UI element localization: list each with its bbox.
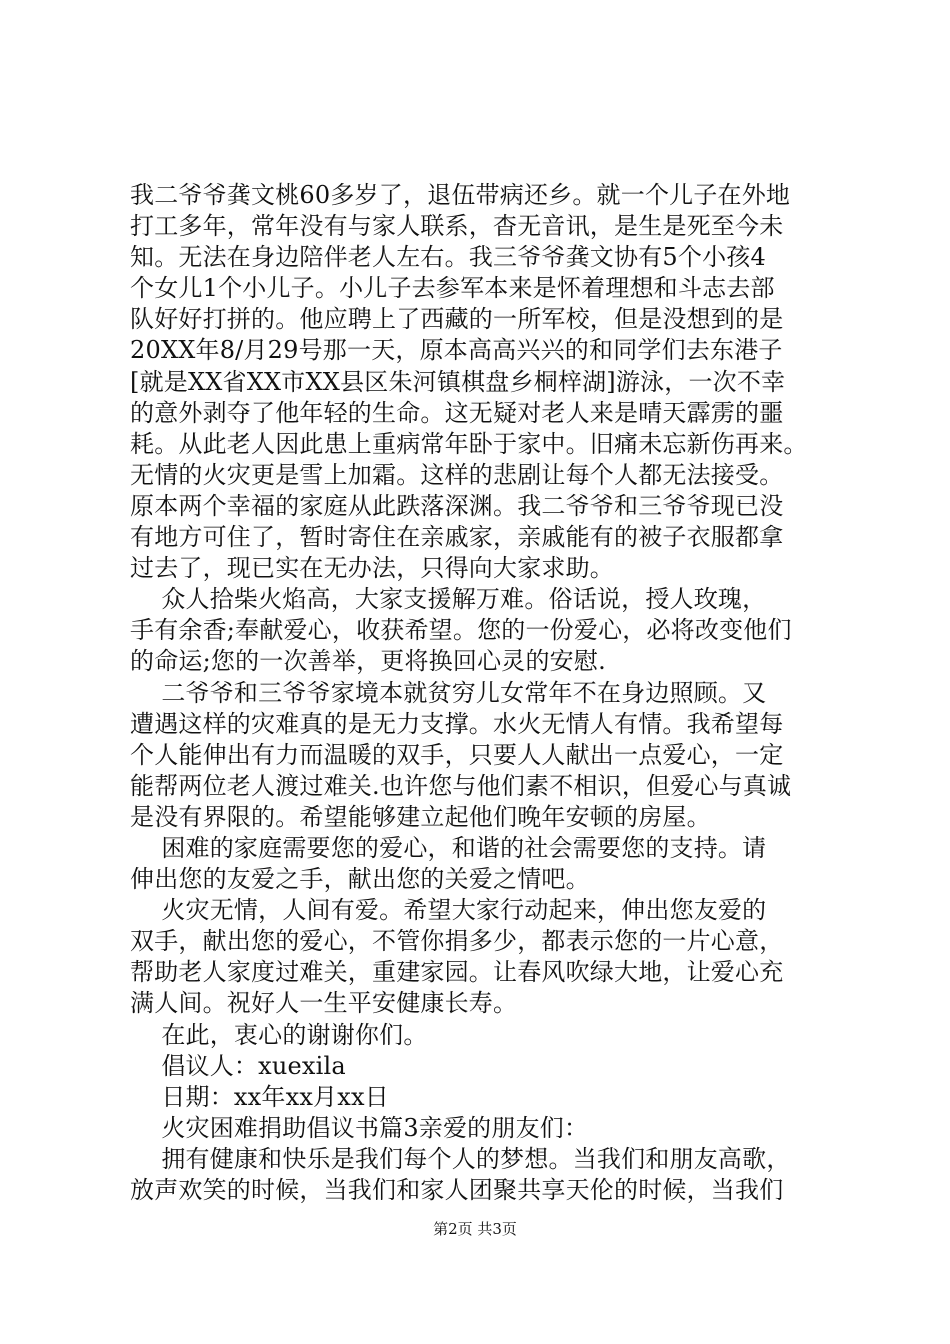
text-line: [就是XX省XX市XX县区朱河镇棋盘乡桐梓湖]游泳，一次不幸 xyxy=(130,367,786,396)
text-line: 原本两个幸福的家庭从此跌落深渊。我二爷爷和三爷爷现已没 xyxy=(130,491,784,520)
text-line: 知。无法在身边陪伴老人左右。我三爷爷龚文协有5个小孩4 xyxy=(130,243,766,272)
text-line: 的意外剥夺了他年轻的生命。这无疑对老人来是晴天霹雳的噩 xyxy=(130,398,784,427)
text-line: 打工多年，常年没有与家人联系，杳无音讯，是生是死至今未 xyxy=(130,212,784,241)
text-line: 手有余香;奉献爱心，收获希望。您的一份爱心，必将改变他们 xyxy=(130,616,792,645)
text-line: 火灾无情，人间有爱。希望大家行动起来，伸出您友爱的 xyxy=(130,896,767,925)
text-line: 无情的火灾更是雪上加霜。这样的悲剧让每个人都无法接受。 xyxy=(130,460,784,489)
text-line: 遭遇这样的灾难真的是无力支撑。水火无情人有情。我希望每 xyxy=(130,709,784,738)
text-line: 倡议人：xuexila xyxy=(130,1051,346,1080)
text-line: 是没有界限的。希望能够建立起他们晚年安顿的房屋。 xyxy=(130,802,711,831)
document-body xyxy=(130,180,850,1206)
text-line: 我二爷爷龚文桃60多岁了，退伍带病还乡。就一个儿子在外地 xyxy=(130,181,791,209)
text-line: 队好好打拼的。他应聘上了西藏的一所军校，但是没想到的是 xyxy=(130,305,784,334)
text-line: 满人间。祝好人一生平安健康长寿。 xyxy=(130,989,518,1018)
text-line: 能帮两位老人渡过难关.也许您与他们素不相识，但爱心与真诚 xyxy=(130,771,792,800)
text-line: 伸出您的友爱之手，献出您的关爱之情吧。 xyxy=(130,865,590,894)
text-line: 困难的家庭需要您的爱心，和谐的社会需要您的支持。请 xyxy=(130,833,767,862)
page-number-label: 第2页 共3页 xyxy=(433,1220,517,1238)
text-line: 20XX年8/月29号那一天，原本高高兴兴的和同学们去东港子 xyxy=(130,336,783,365)
text-line: 拥有健康和快乐是我们每个人的梦想。当我们和朋友高歌， xyxy=(130,1144,791,1173)
text-line: 放声欢笑的时候，当我们和家人团聚共享天伦的时候，当我们 xyxy=(130,1176,784,1204)
text-line: 帮助老人家度过难关，重建家园。让春风吹绿大地，让爱心充 xyxy=(130,958,784,987)
text-line: 火灾困难捐助倡议书篇3亲爱的朋友们： xyxy=(130,1113,589,1142)
text-line: 过去了，现已实在无办法，只得向大家求助。 xyxy=(130,554,614,583)
text-line: 众人拾柴火焰高，大家支援解万难。俗话说，授人玫瑰， xyxy=(130,585,767,614)
text-line: 个女儿1个小儿子。小儿子去参军本来是怀着理想和斗志去部 xyxy=(130,274,775,303)
text-line: 耗。从此老人因此患上重病常年卧于家中。旧痛未忘新伤再来。 xyxy=(130,429,808,458)
text-line: 个人能伸出有力而温暖的双手，只要人人献出一点爱心，一定 xyxy=(130,740,784,769)
text-line: 有地方可住了，暂时寄住在亲戚家，亲戚能有的被子衣服都拿 xyxy=(130,523,784,552)
page-footer xyxy=(0,1218,950,1239)
text-line: 双手，献出您的爱心，不管你捐多少，都表示您的一片心意， xyxy=(130,927,784,956)
text-line: 的命运;您的一次善举，更将换回心灵的安慰. xyxy=(130,647,606,676)
text-line: 在此，衷心的谢谢你们。 xyxy=(130,1020,428,1049)
text-line: 日期：xx年xx月xx日 xyxy=(130,1082,389,1111)
text-line: 二爷爷和三爷爷家境本就贫穷儿女常年不在身边照顾。又 xyxy=(130,678,767,707)
